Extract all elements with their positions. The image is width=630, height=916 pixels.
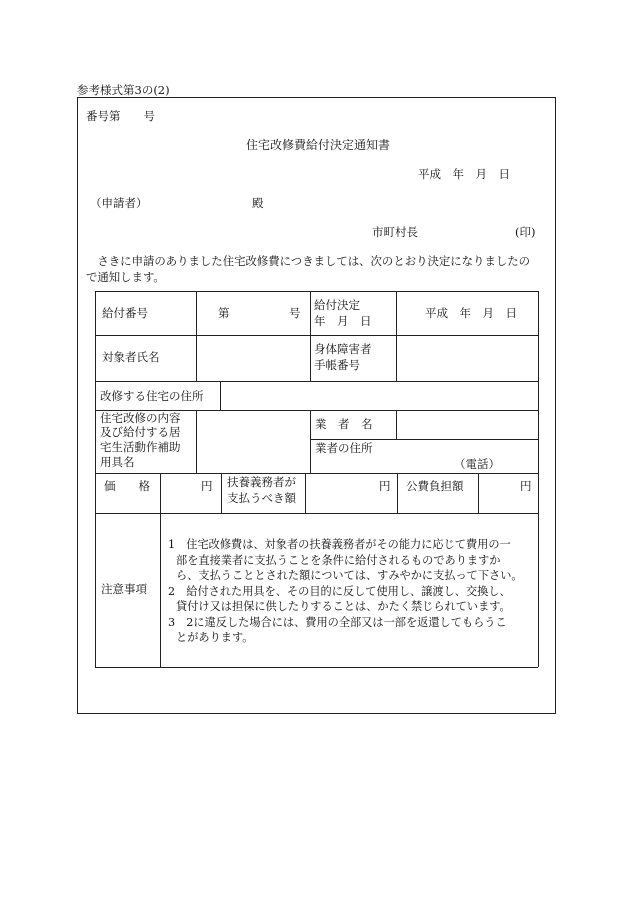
note-line: とがあります。 xyxy=(176,631,254,644)
table-row-line xyxy=(95,473,538,474)
seal-label: (印) xyxy=(515,225,536,239)
support-label-2: 支払うべき額 xyxy=(227,491,296,505)
disability-label-2: 手帳番号 xyxy=(314,358,360,372)
benefit-number-label: 給付番号 xyxy=(102,306,148,320)
form-label: 参考様式第3の(2) xyxy=(77,83,170,97)
table-col-line xyxy=(478,473,479,513)
disability-label-1: 身体障害者 xyxy=(314,342,372,356)
table-col-line xyxy=(310,410,311,473)
content-label-1: 住宅改修の内容 xyxy=(100,411,181,425)
vendor-label: 業 者 名 xyxy=(315,417,373,431)
subject-name-label: 対象者氏名 xyxy=(102,350,160,364)
table-col-line xyxy=(310,291,311,381)
table-col-line xyxy=(397,473,398,513)
content-label-3: 宅生活動作補助 xyxy=(100,440,181,454)
phone-label: （電話） xyxy=(454,457,500,471)
content-label-4: 用具名 xyxy=(100,455,135,469)
notes-label: 注意事項 xyxy=(101,582,147,596)
notes-list xyxy=(168,537,536,646)
content-label-2: 及び給付する居 xyxy=(100,425,181,439)
vendor-address-label: 業者の住所 xyxy=(315,441,373,455)
support-label-1: 扶養義務者が xyxy=(227,475,296,489)
table-col-line xyxy=(221,473,222,513)
issue-date: 平成 年 月 日 xyxy=(418,167,510,181)
price-label: 価 格 xyxy=(104,479,150,493)
go-label: 号 xyxy=(289,306,301,320)
honorific: 殿 xyxy=(252,196,264,210)
address-label: 改修する住宅の住所 xyxy=(100,389,204,403)
table-col-line xyxy=(305,473,306,513)
table-border-bottom xyxy=(95,667,538,668)
decision-date-value: 平成 年 月 日 xyxy=(425,306,517,320)
table-col-line xyxy=(196,291,197,381)
number-label: 番号第 号 xyxy=(86,109,155,123)
note-line: ら、支払うこととされた額については、すみやかに支払って下さい。 xyxy=(176,569,523,582)
table-border-left xyxy=(95,291,96,667)
support-yen: 円 xyxy=(379,479,391,493)
table-row-line xyxy=(95,513,538,514)
decision-label-2: 年 月 日 xyxy=(314,314,372,328)
price-yen: 円 xyxy=(201,479,213,493)
note-line: 部を直接業者に支払うことを条件に給付されるものでありますか xyxy=(176,553,501,567)
table-col-line xyxy=(220,381,221,410)
public-yen: 円 xyxy=(520,479,532,493)
table-border-top xyxy=(95,291,538,292)
intro-line-2: で通知します。 xyxy=(86,270,165,284)
table-row-line xyxy=(310,439,538,440)
table-border-right xyxy=(538,291,539,667)
table-row-line xyxy=(95,381,538,382)
applicant-label: （申請者） xyxy=(90,196,148,210)
table-col-line xyxy=(160,473,161,667)
intro-line-1: さきに申請のありました住宅改修費につきましては、次のとおり決定になりましたの xyxy=(86,254,531,268)
table-col-line xyxy=(396,410,397,439)
table-col-line xyxy=(196,410,197,473)
note-line: 1 住宅改修費は、対象者の扶養義務者がその能力に応じて費用の一 xyxy=(168,538,511,551)
table-col-line xyxy=(396,291,397,381)
decision-label-1: 給付決定 xyxy=(314,298,360,312)
note-line: 3 2に違反した場合には、費用の全部又は一部を返還してもらうこ xyxy=(168,615,507,629)
dai-label: 第 xyxy=(218,306,230,320)
note-line: 貸付け又は担保に供したりすることは、かたく禁じられています。 xyxy=(176,600,511,613)
mayor-label: 市町村長 xyxy=(372,225,418,239)
table-row-line xyxy=(95,335,538,336)
document-title: 住宅改修費給付決定通知書 xyxy=(246,138,391,152)
public-label: 公費負担額 xyxy=(406,479,464,493)
note-line: 2 給付された用具を、その目的に反して使用し、譲渡し、交換し、 xyxy=(168,584,511,598)
